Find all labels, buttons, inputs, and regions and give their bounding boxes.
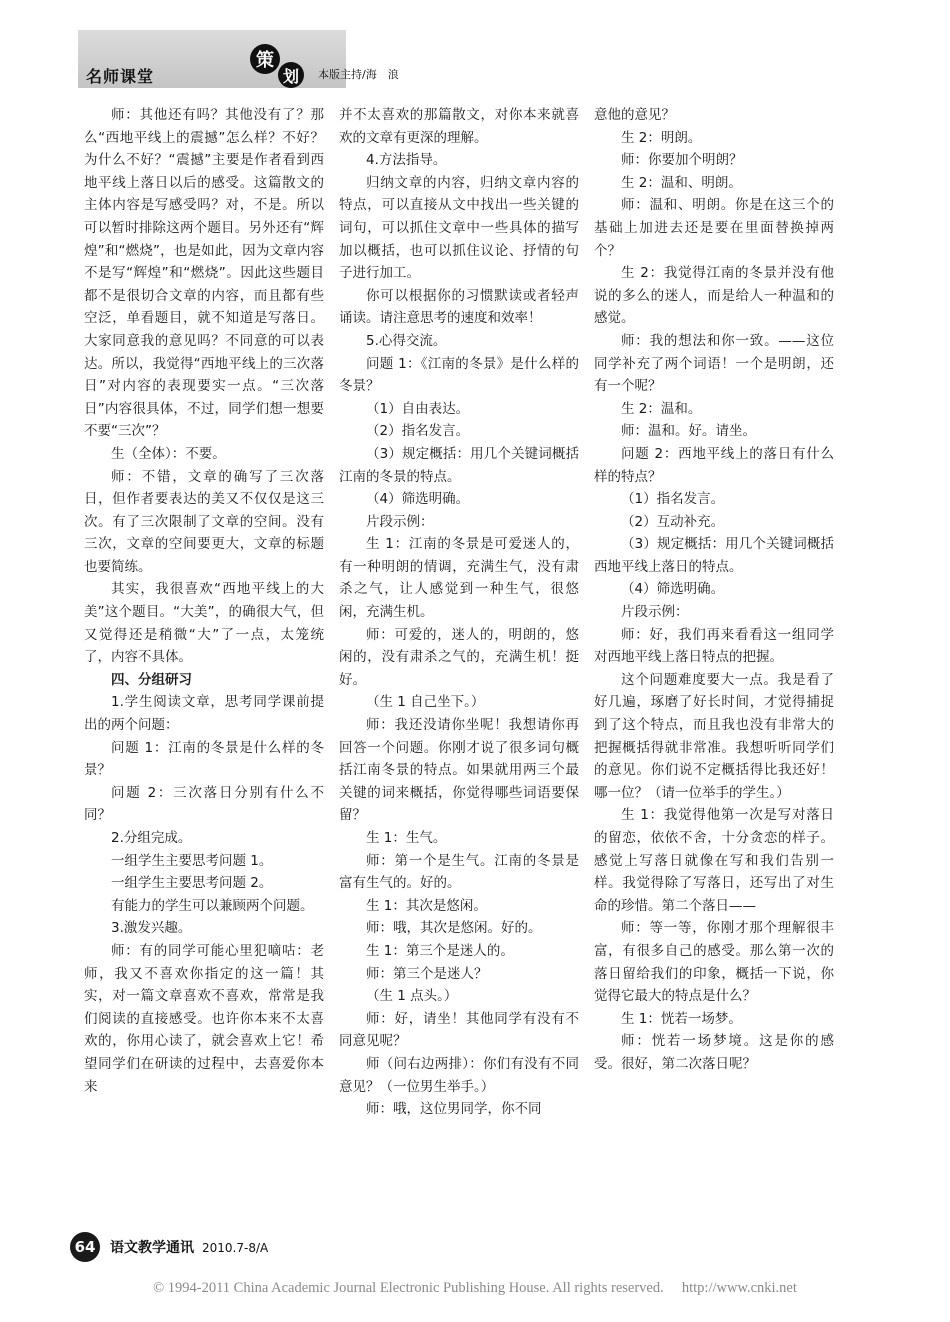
text-column-2: [339, 104, 579, 1121]
paragraph: 师：可爱的，迷人的，明朗的，悠闲的，没有肃杀之气的，充满生机！挺好。: [339, 626, 579, 688]
paragraph: 师：恍若一场梦境。这是你的感受。很好，第二次落日呢？: [594, 1033, 834, 1072]
paragraph: 生（全体）：不要。: [111, 445, 226, 462]
paragraph: （1）指名发言。: [621, 491, 725, 508]
paragraph: 并不太喜欢的那篇散文，对你本来就喜欢的文章有更深的理解。: [339, 107, 579, 146]
header-char-badge-2: 划: [278, 62, 304, 88]
paragraph: 师：哦，这位男同学，你不同: [366, 1101, 542, 1118]
paragraph: 1.学生阅读文章，思考同学课前提出的两个问题：: [84, 694, 324, 734]
paragraph: 其实，我很喜欢“西地平线上的大美”这个题目。“大美”，的确很大气，但又觉得还是稍微“大”了一点，太笼统了，内容不具体。: [84, 581, 324, 666]
paragraph: 师：其他还有吗？其他没有了？那么“西地平线上的震撼”怎么样？不好？为什么不好？“震撼”主要是作者看到西地平线上落日以后的感受。这篇散文的主体内容是写感受吗？对，不是。所以可以暂时排除这两个题目。另外还有“辉煌”和“燃烧”，也是如此，因为文章内容不是写“辉煌”和“燃烧”。因此这些题目都不是很切合文章的内容，而且都有些空泛，单看题目，就不知道是写落日。大家同意我的意见吗？不同意的可以表达。所以，我觉得“西地平线上的三次落日”对内容的表现要实一点。“三次落日”内容很具体，不过，同学们想一想要不要“三次”？: [84, 107, 324, 440]
paragraph: 生 1：生气。: [366, 830, 447, 846]
paragraph: （3）规定概括：用几个关键词概括江南的冬景的特点。: [339, 445, 579, 485]
paragraph: 师：我还没请你坐呢！我想请你再回答一个问题。你刚才说了很多词句概括江南冬景的特点。如果就用两三个最关键的词来概括，你觉得哪些词语要保留？: [339, 717, 579, 824]
paragraph: 3.激发兴趣。: [111, 920, 192, 937]
paragraph: 生 2：温和、明朗。: [621, 174, 742, 191]
paragraph: 片段示例：: [621, 604, 689, 621]
paragraph: 生 1：第三个是迷人的。: [366, 942, 514, 959]
page-number: 64: [70, 1232, 100, 1262]
paragraph: 生 2：温和。: [621, 400, 702, 417]
paragraph: 生 1：其次是悠闲。: [366, 897, 487, 914]
paragraph: 师：等一等，你刚才那个理解很丰富，有很多自己的感受。那么第一次的落日留给我们的印象，概括一下说，你觉得它最大的特点是什么？: [594, 920, 834, 1005]
journal-name: 语文教学通讯: [110, 1240, 194, 1256]
paragraph: 问题 1：《江南的冬景》是什么样的冬景？: [339, 355, 579, 395]
copyright-line: © 1994-2011 China Academic Journal Electronic Publishing House. All rights reserved. http://www.cnki.net: [153, 1280, 797, 1296]
paragraph: 师：好，请坐！其他同学有没有不同意见呢？: [339, 1010, 579, 1050]
paragraph: 4.方法指导。: [366, 152, 447, 169]
paragraph: 问题 2：三次落日分别有什么不同？: [84, 784, 324, 824]
paragraph: 片段示例：: [366, 513, 434, 530]
paragraph: 师：温和。好。请坐。: [621, 423, 756, 440]
paragraph: 你可以根据你的习惯默读或者轻声诵读。请注意思考的速度和效率！: [339, 287, 579, 327]
paragraph: 生 2：明朗。: [621, 129, 702, 146]
column-name: 名师课堂: [86, 67, 155, 86]
paragraph: （4）筛选明确。: [621, 581, 725, 598]
paragraph: 生 2：我觉得江南的冬景并没有他说的多么的迷人，而是给人一种温和的感觉。: [594, 265, 834, 327]
text-column-1: [84, 104, 324, 1098]
paragraph: 5.心得交流。: [366, 332, 447, 349]
paragraph: 师：温和、明朗。你是在这三个的基础上加进去还是要在里面替换掉两个？: [594, 197, 834, 259]
article-body: [84, 104, 854, 1194]
paragraph: 生 1：恍若一场梦。: [621, 1010, 742, 1027]
paragraph: 问题 1：江南的冬景是什么样的冬景？: [84, 739, 324, 779]
journal-issue: 2010.7-8/A: [202, 1241, 269, 1255]
paragraph: 师：你要加个明朗？: [621, 152, 743, 169]
paragraph: 师：第一个是生气。江南的冬景是富有生气的。好的。: [339, 852, 579, 892]
paragraph: 一组学生主要思考问题 1。: [111, 852, 273, 869]
paragraph: 师：第三个是迷人？: [366, 965, 488, 982]
paragraph: 生 1：江南的冬景是可爱迷人的，有一种明朗的情调，充满生气，没有肃杀之气，让人感觉到一种生气，很悠闲，充满生机。: [339, 536, 579, 621]
column-header-banner: [78, 30, 399, 88]
journal-footer: [110, 1237, 268, 1257]
paragraph: （2）互动补充。: [621, 513, 725, 530]
paragraph: （生 1 自己坐下。）: [366, 694, 485, 711]
paragraph: （4）筛选明确。: [366, 491, 470, 508]
paragraph: 师：哦，其次是悠闲。好的。: [366, 920, 542, 937]
paragraph: （生 1 点头。）: [366, 988, 458, 1005]
paragraph: 生 1：我觉得他第一次是写对落日的留恋，依依不舍，十分贪恋的样子。感觉上写落日就像在写和我们告别一样。我觉得除了写落日，还写出了对生命的珍惜。第二个落日——: [594, 807, 834, 914]
paragraph: （1）自由表达。: [366, 400, 470, 417]
column-host: 本版主持/海 浪: [318, 68, 399, 81]
text-column-3: [594, 104, 834, 1076]
section-heading: 四、分组研习: [111, 671, 192, 688]
paragraph: （3）规定概括：用几个关键词概括西地平线上落日的特点。: [594, 536, 834, 575]
paragraph: 师：好，我们再来看看这一组同学对西地平线上落日特点的把握。: [594, 626, 834, 666]
paragraph: 归纳文章的内容，归纳文章内容的特点，可以直接从文中找出一些关键的词句，可以抓住文章中一些具体的描写加以概括，也可以抓住议论、抒情的句子进行加工。: [339, 174, 579, 282]
paragraph: 师：不错，文章的确写了三次落日，但作者要表达的美又不仅仅是这三次。有了三次限制了文章的空间。没有三次，文章的空间要更大，文章的标题也要简练。: [84, 468, 324, 575]
header-char-badge-1: 策: [250, 44, 280, 74]
paragraph: （2）指名发言。: [366, 423, 470, 440]
paragraph: 师：有的同学可能心里犯嘀咕：老师，我又不喜欢你指定的这一篇！其实，对一篇文章喜欢不喜欢，常常是我们阅读的直接感受。也许你本来不太喜欢的，你用心读了，就会喜欢上它！希望同学们在研读的过程中，去喜爱你本来: [84, 942, 324, 1095]
paragraph: 一组学生主要思考问题 2。: [111, 875, 273, 892]
paragraph: 2.分组完成。: [111, 830, 192, 846]
paragraph: 意他的意见？: [594, 107, 675, 123]
paragraph: 有能力的学生可以兼顾两个问题。: [111, 897, 314, 914]
paragraph: 师（问右边两排）：你们有没有不同意见？（一位男生举手。）: [339, 1055, 579, 1095]
paragraph: 这个问题难度要大一点。我是看了好几遍，琢磨了好长时间，才觉得捕捉到了这个特点，而且我也没有非常大的把握概括得就非常准。我想听听同学们的意见。你们说不定概括得比我还好！哪一位？（请一位举手的学生。）: [594, 671, 834, 801]
paragraph: 师：我的想法和你一致。——这位同学补充了两个词语！一个是明朗，还有一个呢？: [594, 332, 834, 395]
paragraph: 问题 2：西地平线上的落日有什么样的特点？: [594, 445, 834, 485]
